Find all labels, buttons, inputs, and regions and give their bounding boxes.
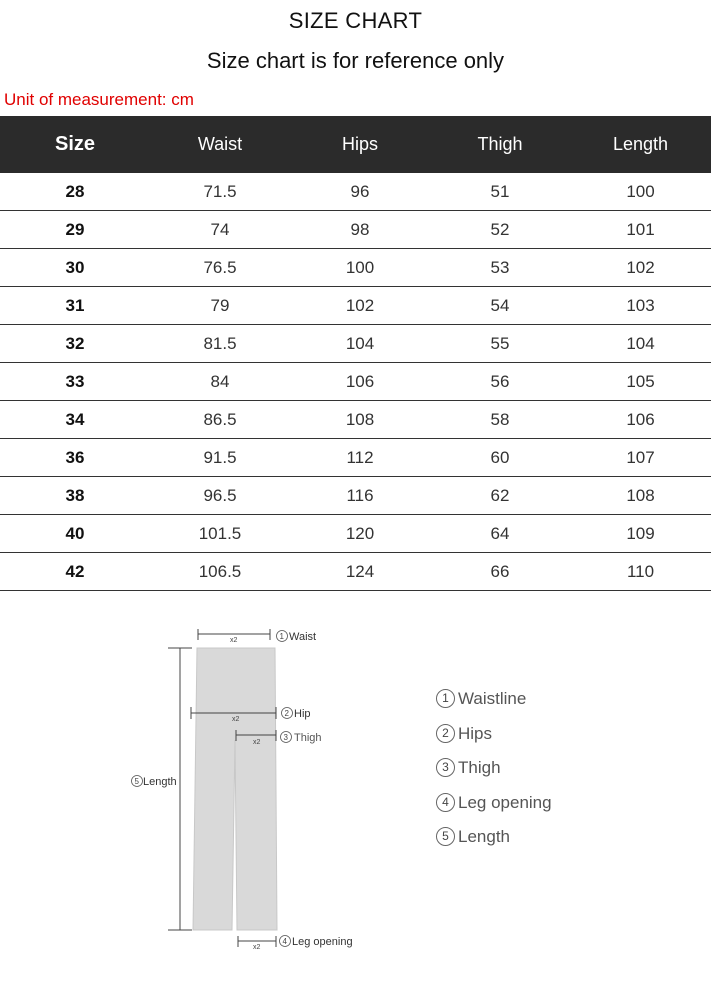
hip-x2-label: x2: [232, 716, 240, 723]
cell-thigh: 60: [430, 439, 570, 477]
cell-waist: 74: [150, 211, 290, 249]
column-header-size: Size: [0, 116, 150, 173]
waist-label: Waist: [289, 631, 317, 643]
size-table: [0, 116, 711, 591]
cell-waist: 81.5: [150, 325, 290, 363]
cell-size: 30: [0, 249, 150, 287]
cell-size: 36: [0, 439, 150, 477]
table-row: [0, 211, 711, 249]
cell-hips: 96: [290, 173, 430, 211]
cell-length: 105: [570, 363, 711, 401]
cell-waist: 76.5: [150, 249, 290, 287]
table-row: [0, 249, 711, 287]
cell-thigh: 58: [430, 401, 570, 439]
number-2-icon: 2: [436, 724, 455, 743]
number-1-icon: 1: [436, 689, 455, 708]
column-header-hips: Hips: [290, 116, 430, 173]
leg-opening-x2-label: x2: [253, 944, 261, 951]
cell-waist: 96.5: [150, 477, 290, 515]
cell-hips: 106: [290, 363, 430, 401]
cell-hips: 98: [290, 211, 430, 249]
legend-label: Thigh: [458, 758, 501, 777]
column-header-thigh: Thigh: [430, 116, 570, 173]
cell-hips: 100: [290, 249, 430, 287]
table-row: [0, 363, 711, 401]
legend-label: Hips: [458, 723, 493, 743]
thigh-label: Thigh: [294, 732, 322, 744]
cell-thigh: 51: [430, 173, 570, 211]
legend-label: Waistline: [458, 689, 527, 708]
cell-thigh: 55: [430, 325, 570, 363]
cell-waist: 86.5: [150, 401, 290, 439]
cell-size: 32: [0, 325, 150, 363]
table-row: [0, 287, 711, 325]
legend-item-leg-opening: [436, 793, 552, 828]
cell-length: 108: [570, 477, 711, 515]
page-subtitle: Size chart is for reference only: [206, 48, 505, 73]
cell-hips: 124: [290, 553, 430, 591]
number-5-icon: 5: [436, 827, 455, 846]
cell-thigh: 62: [430, 477, 570, 515]
pants-diagram: [0, 600, 711, 987]
cell-waist: 84: [150, 363, 290, 401]
leg-opening-label: Leg opening: [292, 936, 353, 948]
cell-size: 29: [0, 211, 150, 249]
cell-hips: 120: [290, 515, 430, 553]
cell-thigh: 53: [430, 249, 570, 287]
table-row: [0, 439, 711, 477]
legend-label: Leg opening: [458, 792, 552, 812]
column-header-waist: Waist: [150, 116, 290, 173]
number-3-icon: 3: [436, 758, 455, 777]
column-header-length: Length: [570, 116, 711, 173]
waist-number: 1: [279, 632, 284, 641]
table-header-row: [0, 116, 711, 173]
cell-length: 103: [570, 287, 711, 325]
cell-hips: 116: [290, 477, 430, 515]
cell-hips: 108: [290, 401, 430, 439]
cell-size: 31: [0, 287, 150, 325]
length-measure: [168, 648, 192, 930]
table-row: [0, 173, 711, 211]
cell-size: 28: [0, 173, 150, 211]
legend-item-hips: [436, 724, 552, 759]
legend-item-length: [436, 827, 552, 862]
table-row: [0, 553, 711, 591]
table-row: [0, 477, 711, 515]
measurement-legend: [436, 689, 552, 862]
table-body: [0, 173, 711, 591]
pants-silhouette: [193, 648, 277, 930]
cell-size: 34: [0, 401, 150, 439]
leg-opening-number: 4: [282, 937, 287, 946]
cell-hips: 102: [290, 287, 430, 325]
thigh-x2-label: x2: [253, 739, 261, 746]
table-row: [0, 515, 711, 553]
cell-size: 42: [0, 553, 150, 591]
number-4-icon: 4: [436, 793, 455, 812]
cell-length: 110: [570, 553, 711, 591]
cell-thigh: 66: [430, 553, 570, 591]
cell-length: 101: [570, 211, 711, 249]
cell-waist: 106.5: [150, 553, 290, 591]
cell-length: 102: [570, 249, 711, 287]
cell-size: 38: [0, 477, 150, 515]
cell-size: 40: [0, 515, 150, 553]
legend-item-thigh: [436, 758, 552, 793]
cell-length: 100: [570, 173, 711, 211]
cell-hips: 112: [290, 439, 430, 477]
cell-length: 109: [570, 515, 711, 553]
hip-number: 2: [284, 709, 289, 718]
waist-x2-label: x2: [230, 637, 238, 644]
cell-length: 104: [570, 325, 711, 363]
cell-waist: 101.5: [150, 515, 290, 553]
cell-length: 107: [570, 439, 711, 477]
cell-thigh: 64: [430, 515, 570, 553]
cell-length: 106: [570, 401, 711, 439]
cell-hips: 104: [290, 325, 430, 363]
unit-note: Unit of measurement: cm: [4, 90, 194, 109]
legend-item-waistline: [436, 689, 552, 724]
table-row: [0, 401, 711, 439]
legend-label: Length: [458, 827, 510, 846]
length-number: 5: [134, 777, 139, 786]
page-title: SIZE CHART: [288, 8, 423, 33]
cell-waist: 91.5: [150, 439, 290, 477]
hip-label: Hip: [294, 708, 311, 720]
table-row: [0, 325, 711, 363]
length-label: Length: [143, 776, 177, 788]
cell-size: 33: [0, 363, 150, 401]
cell-thigh: 54: [430, 287, 570, 325]
thigh-number: 3: [283, 733, 288, 742]
cell-waist: 71.5: [150, 173, 290, 211]
cell-thigh: 52: [430, 211, 570, 249]
cell-waist: 79: [150, 287, 290, 325]
cell-thigh: 56: [430, 363, 570, 401]
